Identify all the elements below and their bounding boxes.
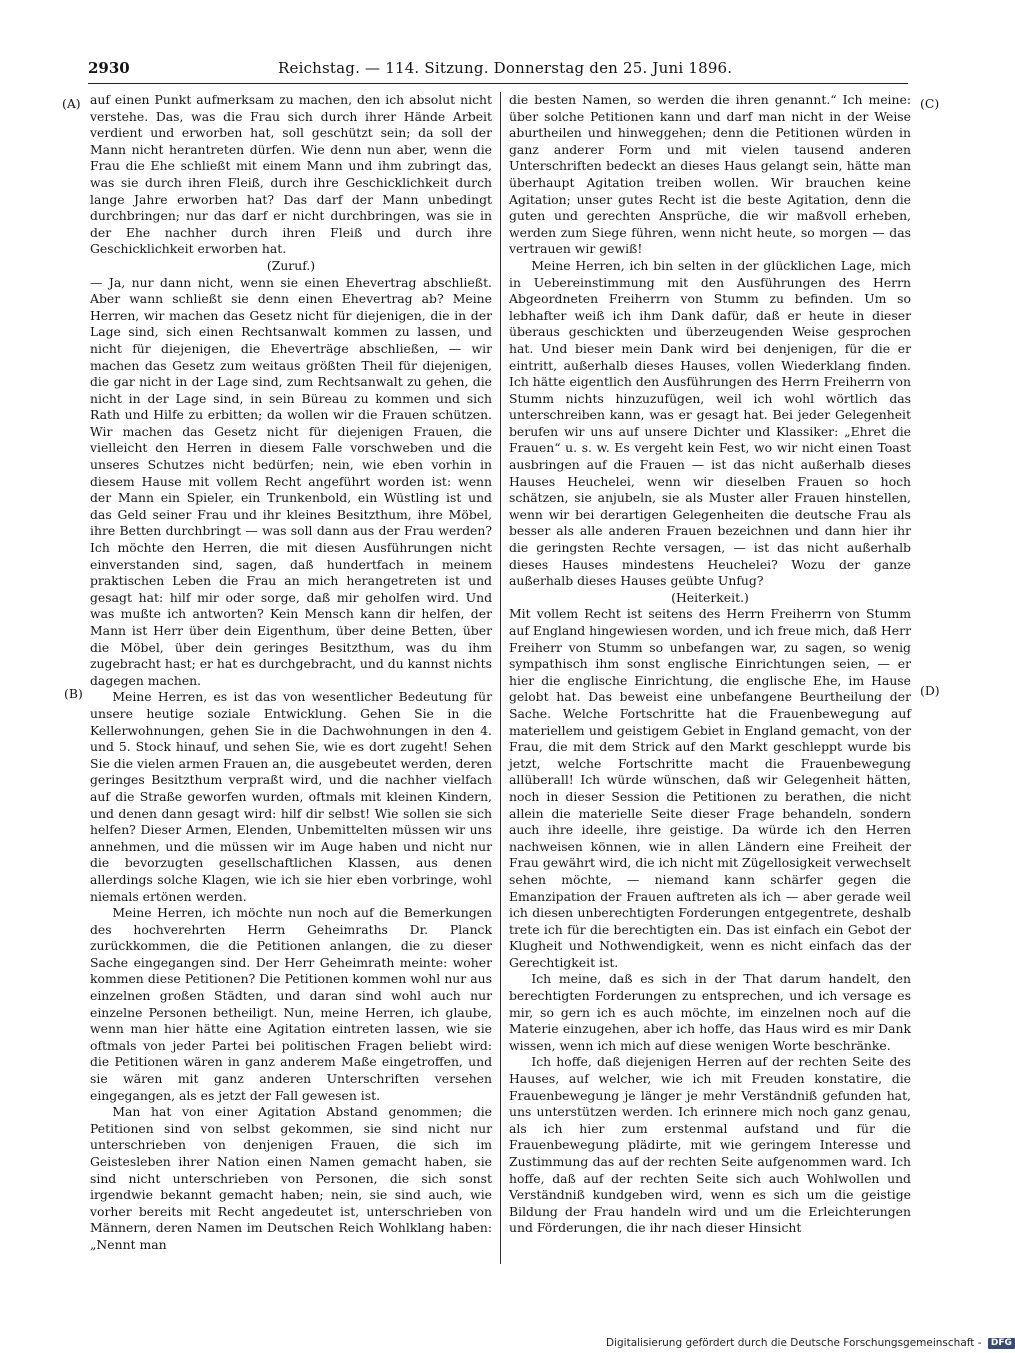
interjection-zuruf: (Zuruf.) (266, 257, 316, 273)
left-paragraph-3: Meine Herren, es ist das von wesentlicher Bedeutung für unsere heutige soziale Entwicklung. Gehen Sie in die Kellerwohnungen, gehen Sie in die Dachwohnungen in den 4. und 5. Stock hinauf, und sehen Sie, wie es dort zugeht! Sehen Sie die vielen armen Frauen an, die ausgebeutet werden, deren geringes Besitzthum verpraßt wird, und die nachher vielfach auf die Straße geworfen wurden, oftmals mit kleinen Kindern, und denen dann gesagt wird: hilf dir selbst! Wie sollen sie sich helfen? Dieser Armen, Elenden, Unbemittelten müssen wir uns annehmen, und die müssen wir im Auge haben und nicht nur die bevorzugten gesellschaftlichen Klassen, aus denen allerdings solche Klagen, wie ich sie hier eben vorbringe, wohl niemals ertönen werden. (90, 689, 492, 904)
margin-marker-c: (C) (920, 96, 940, 111)
margin-marker-a: (A) (62, 96, 81, 111)
right-column (509, 92, 911, 1264)
column-divider (500, 92, 501, 1264)
page-header (88, 58, 908, 78)
right-paragraph-5: Ich hoffe, daß diejenigen Herren auf der rechten Seite des Hauses, auf welcher, wie ich mit Freuden konstatire, die Frauenbewegung je länger je mehr Verständniß gefunden hat, uns unterstützen werden. Ich erinnere mich noch ganz genau, als ich hier zum erstenmal aufstand und für die Frauenbewegung plädirte, mit wie geringem Interesse und Zustimmung das auf der rechten Seite aufgenommen ward. Ich hoffe, daß auf der rechten Seite sich auch Wohlwollen und Verständniß kundgeben wird, wenn es sich um die geistige Bildung der Frau handeln wird und um die Erleichterungen und Förderungen, die ihr nach dieser Hinsicht (509, 1054, 911, 1236)
running-title: Reichstag. — 114. Sitzung. Donnerstag den 25. Juni 1896. (278, 59, 733, 77)
funding-footer (606, 1336, 1012, 1350)
left-paragraph-5: Man hat von einer Agitation Abstand genommen; die Petitionen sind von selbst gekommen, sie sind nicht nur unterschrieben von denjenigen Frauen, die sich im Geistesleben ihrer Nation einen Namen gemacht haben, sie sind nicht unterschrieben von Personen, die sich sonst irgendwie bekannt gemacht haben; nein, sie sind auch, wie vorher bereits mit Recht angedeutet ist, unterschrieben von Männern, deren Namen im Deutschen Reich Wohlklang haben: „Nennt man (90, 1104, 492, 1252)
left-paragraph-4: Meine Herren, ich möchte nun noch auf die Bemerkungen des hochverehrten Herrn Geheimraths Dr. Planck zurückkommen, die die Petitionen anlangen, die zu dieser Sache eingegangen sind. Der Herr Geheimrath meinte: woher kommen diese Petitionen? Die Petitionen kommen wohl nur aus einzelnen großen Städten, und daran sind wohl auch nur einzelne Personen betheiligt. Nun, meine Herren, ich glaube, wenn man hier hätte eine Agitation eintreten lassen, wie sie oftmals von jeder Partei bei politischen Fragen beliebt wird: die Petitionen wären in ganz anderem Maße eingetroffen, und sie wären mit ganz anderen Unterschriften versehen eingegangen, als es jetzt der Fall gewesen ist. (90, 905, 492, 1103)
left-paragraph-1: auf einen Punkt aufmerksam zu machen, den ich absolut nicht verstehe. Das, was die Frau sich durch ihrer Hände Arbeit verdient und erworben hat, soll geschützt sein; da soll der Mann nicht herantreten dürfen. Wie denn nun aber, wenn die Frau die Ehe schließt mit einem Mann und ihm zubringt das, was sie durch ihren Fleiß, durch ihre Geschicklichkeit durch lange Jahre erworben hat? Das darf der Mann unbedingt durchbringen; nur das darf er nicht durchbringen, was sie in der Ehe nachher durch ihren Fleiß und durch ihre Geschicklichkeit erworben hat. (90, 92, 492, 257)
margin-marker-d: (D) (920, 683, 940, 698)
right-paragraph-2: Meine Herren, ich bin selten in der glücklichen Lage, mich in Uebereinstimmung mit den Ausführungen des Herrn Abgeordneten Freiherrn von Stumm zu befinden. Um so lebhafter weiß ich ihm Dank dafür, daß er heute in dieser überaus geschickten und überzeugenden Weise gesprochen hat. Und bieser mein Dank wird bei denjenigen, für die er eintritt, außerhalb dieses Hauses, vollen Wiederklang finden. Ich hätte eigentlich den Ausführungen des Herrn Freiherrn von Stumm nichts hinzuzufügen, weil ich wohl wörtlich das unterschreiben kann, was er gesagt hat. Bei jeder Gelegenheit berufen wir uns auf unsere Dichter und Klassiker: „Ehret die Frauen“ u. s. w. Es vergeht kein Fest, wo wir nicht einen Toast ausbringen auf die Frauen — ist das nicht außerhalb dieses Hauses Heuchelei, wenn wir dieselben Frauen so hoch schätzen, sie anjubeln, sie als Muster aller Frauen hinstellen, wenn wir bei derartigen Gelegenheiten die deutsche Frau als besser als alle anderen Frauen bezeichnen und dann hier ihr die geringsten Rechte versagen, — ist das nicht außerhalb dieses Hauses mindestens Heuchelei? Wozu der ganze außerhalb dieses Hauses geübte Unfug? (509, 257, 911, 589)
header-rule (88, 83, 908, 84)
dfg-logo: DFG (988, 1338, 1015, 1349)
right-paragraph-4: Ich meine, daß es sich in der That darum handelt, den berechtigten Forderungen zu entsprechen, und ich versage es mir, so gern ich es auch möchte, im einzelnen noch auf die Materie einzugehen, aber ich hoffe, das Haus wird es mir Dank wissen, wenn ich mich auf diese wenigen Worte beschränke. (509, 971, 911, 1053)
footer-text: Digitalisierung gefördert durch die Deutsche Forschungsgemeinschaft - (606, 1337, 982, 1349)
right-paragraph-3: Mit vollem Recht ist seitens des Herrn Freiherrn von Stumm auf England hingewiesen worden, und ich freue mich, daß Herr Freiherr von Stumm so unbefangen war, zu sagen, so wenig sympathisch ihm sonst englische Einrichtungen seien, — er hier die englische Einrichtung, die englische Ehe, im Hause gelobt hat. Das beweist eine unbefangene Beurtheilung der Sache. Welche Fortschritte hat die Frauenbewegung auf materiellem und geistigem Gebiet in England gemacht, von der Frau, die mit dem Strick auf den Markt geschleppt wurde bis jetzt, welche Fortschritte macht die Frauenbewegung allüberall! Ich würde wünschen, daß wir Gelegenheit hätten, noch in dieser Session die Petitionen zu berathen, die nicht allein die materielle Seite dieser Frage behandeln, sondern auch ihre ideelle, ihre geistige. Da würde ich den Herren nachweisen können, wie in allen Ländern eine Freiheit der Frau gewährt wird, die ich nicht mit Zügellosigkeit verwechselt sehen möchte, — niemand kann schärfer gegen die Emanzipation der Frauen auftreten als ich — aber gerade weil ich diesen unberechtigten Forderungen entgegentrete, deshalb trete ich für die berechtigten ein. Das ist einfach ein Gebot der Klugheit und Nothwendigkeit, wenn es nicht einfach das der Gerechtigkeit ist. (509, 606, 911, 970)
interjection-heiterkeit: (Heiterkeit.) (671, 589, 749, 605)
left-paragraph-2: — Ja, nur dann nicht, wenn sie einen Ehevertrag abschließt. Aber wann schließt sie denn einen Ehevertrag ab? Meine Herren, wir machen das Gesetz nicht für diejenigen, die in der Lage sind, sich einen Rechtsanwalt kommen zu lassen, und nicht für diejenigen, die Eheverträge abschließen, — wir machen das Gesetz zum weitaus größten Theil für diejenigen, die gar nicht in der Lage sind, zum Rechtsanwalt zu gehen, die nicht in der Lage sind, in sein Büreau zu kommen und sich Rath und Hilfe zu erbitten; da wollen wir die Frauen schützen. Wir machen das Gesetz nicht für diejenigen Frauen, die vielleicht den Herren in diesem Falle vorschweben und die unseres Schutzes nicht bedürfen; nein, wie eben vorhin in diesem Hause mit vollem Recht angeführt worden ist: wenn der Mann ein Spieler, ein Trunkenbold, ein Wüstling ist und das Geld seiner Frau und ihr kleines Besitzthum, ihre Möbel, ihre Betten durchbringt — was soll dann aus der Frau werden? Ich möchte den Herren, die mit diesen Ausführungen nicht einverstanden sind, sagen, daß hundertfach in meinem praktischen Leben die Frau an mich herangetreten ist und gesagt hat: hilf mir oder sorge, daß mir geholfen wird. Und was mußte ich antworten? Kein Mensch kann dir helfen, der Mann ist Herr über dein Eigenthum, über deine Betten, über die Möbel, über dein geringes Besitzthum, was du ihm zugebracht hast; er hat es durchgebracht, und du kannst nichts dagegen machen. (90, 274, 492, 688)
right-paragraph-1: die besten Namen, so werden die ihren genannt.“ Ich meine: über solche Petitionen kann und darf man nicht in der Weise aburtheilen und hinweggehen; denn die Petitionen würden in ganz anderer Form und mit vielen tausend anderen Unterschriften bedeckt an dieses Haus gelangt sein, hätte man überhaupt Agitation treiben wollen. Wir brauchen keine Agitation; unser gutes Recht ist die beste Agitation, denn die guten und gerechten Ansprüche, die wir maßvoll erheben, werden zum Siege führen, wenn nicht heute, so morgen — das vertrauen wir gewiß! (509, 92, 911, 257)
page-number: 2930 (88, 59, 130, 77)
left-column (90, 92, 492, 1264)
margin-marker-b: (B) (64, 686, 83, 701)
